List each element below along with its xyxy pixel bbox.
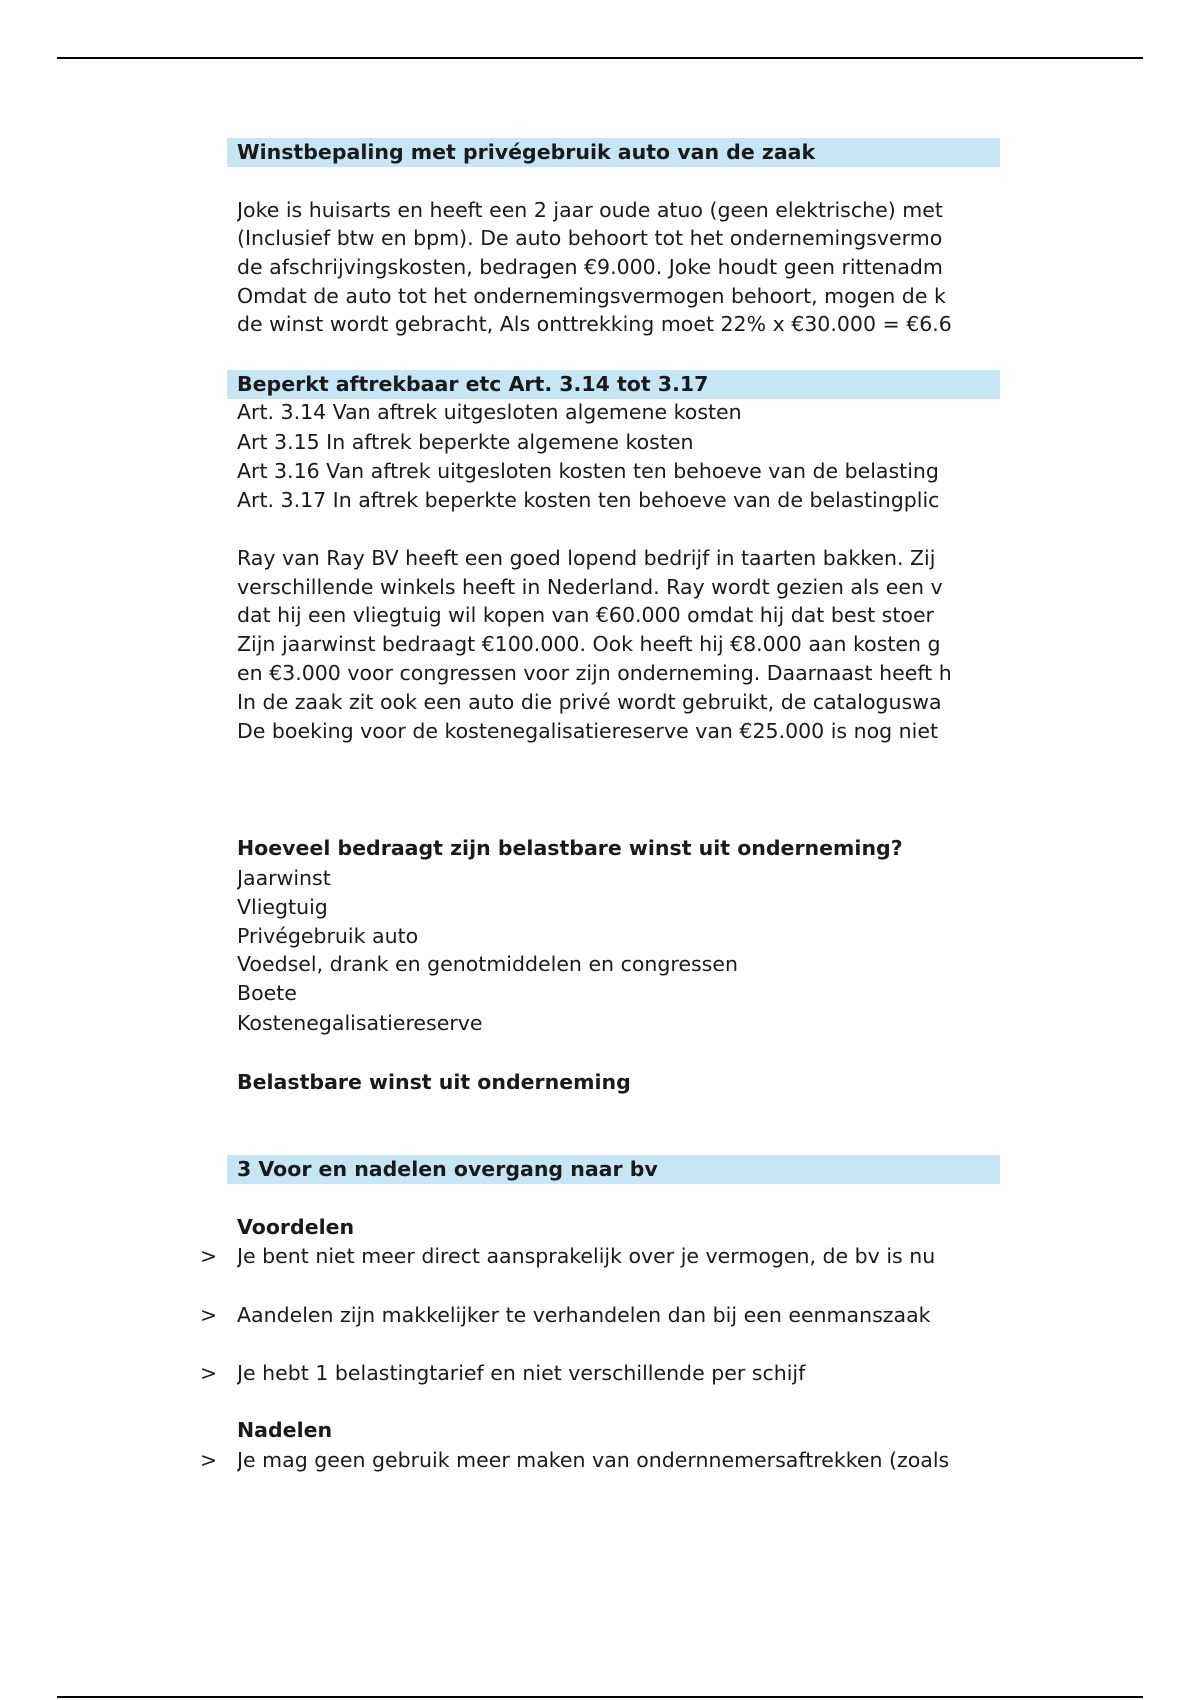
voordelen-title: Voordelen bbox=[237, 1215, 355, 1239]
total-label: Belastbare winst uit onderneming bbox=[237, 1070, 631, 1094]
voordeel-item: Aandelen zijn makkelijker te verhandelen dan bij een eenmanszaak bbox=[237, 1303, 931, 1327]
section-heading-voor-en-nadelen: 3 Voor en nadelen overgang naar bv bbox=[237, 1157, 658, 1181]
case-line: De boeking voor de kostenegalisatiereserve van €25.000 is nog niet bbox=[237, 719, 939, 743]
voordeel-item: Je hebt 1 belastingtarief en niet verschillende per schijf bbox=[237, 1361, 806, 1385]
calc-item: Kostenegalisatiereserve bbox=[237, 1011, 483, 1035]
bullet-marker: > bbox=[200, 1244, 218, 1268]
case-line: In de zaak zit ook een auto die privé wordt gebruikt, de cataloguswa bbox=[237, 690, 942, 714]
case-line: dat hij een vliegtuig wil kopen van €60.000 omdat hij dat best stoer bbox=[237, 603, 934, 627]
calc-item: Privégebruik auto bbox=[237, 924, 419, 948]
calc-item: Voedsel, drank en genotmiddelen en congressen bbox=[237, 952, 738, 976]
paragraph-line: Omdat de auto tot het ondernemingsvermogen behoort, mogen de k bbox=[237, 284, 946, 308]
calc-item: Boete bbox=[237, 981, 297, 1005]
paragraph-line: Joke is huisarts en heeft een 2 jaar oude atuo (geen elektrische) met bbox=[237, 198, 943, 222]
page-content bbox=[227, 0, 1000, 1700]
nadelen-title: Nadelen bbox=[237, 1418, 333, 1442]
bullet-marker: > bbox=[200, 1448, 218, 1472]
voordeel-item: Je bent niet meer direct aansprakelijk over je vermogen, de bv is nu bbox=[237, 1244, 936, 1268]
case-line: Ray van Ray BV heeft een goed lopend bedrijf in taarten bakken. Zij bbox=[237, 546, 936, 570]
bullet-marker: > bbox=[200, 1303, 218, 1327]
case-line: en €3.000 voor congressen voor zijn onderneming. Daarnaast heeft h bbox=[237, 661, 952, 685]
bottom-rule bbox=[57, 1696, 1143, 1698]
section-heading-privegebruik: Winstbepaling met privégebruik auto van de zaak bbox=[237, 140, 816, 164]
nadeel-item: Je mag geen gebruik meer maken van ondernnemersaftrekken (zoals bbox=[237, 1448, 950, 1472]
bullet-marker: > bbox=[200, 1361, 218, 1385]
calc-item: Jaarwinst bbox=[237, 866, 331, 890]
paragraph-line: de afschrijvingskosten, bedragen €9.000. Joke houdt geen rittenadm bbox=[237, 255, 943, 279]
case-line: Zijn jaarwinst bedraagt €100.000. Ook heeft hij €8.000 aan kosten g bbox=[237, 632, 941, 656]
paragraph-line: (Inclusief btw en bpm). De auto behoort tot het ondernemingsvermo bbox=[237, 226, 943, 250]
article-line: Art. 3.14 Van aftrek uitgesloten algemene kosten bbox=[237, 400, 742, 424]
section-heading-beperkt-aftrekbaar: Beperkt aftrekbaar etc Art. 3.14 tot 3.17 bbox=[237, 372, 709, 396]
case-line: verschillende winkels heeft in Nederland. Ray wordt gezien als een v bbox=[237, 575, 943, 599]
article-line: Art 3.16 Van aftrek uitgesloten kosten ten behoeve van de belasting bbox=[237, 459, 939, 483]
question-heading: Hoeveel bedraagt zijn belastbare winst uit onderneming? bbox=[237, 836, 903, 860]
calc-item: Vliegtuig bbox=[237, 895, 328, 919]
article-line: Art. 3.17 In aftrek beperkte kosten ten behoeve van de belastingplic bbox=[237, 488, 940, 512]
article-line: Art 3.15 In aftrek beperkte algemene kosten bbox=[237, 430, 694, 454]
paragraph-line: de winst wordt gebracht, Als onttrekking moet 22% x €30.000 = €6.6 bbox=[237, 312, 952, 336]
